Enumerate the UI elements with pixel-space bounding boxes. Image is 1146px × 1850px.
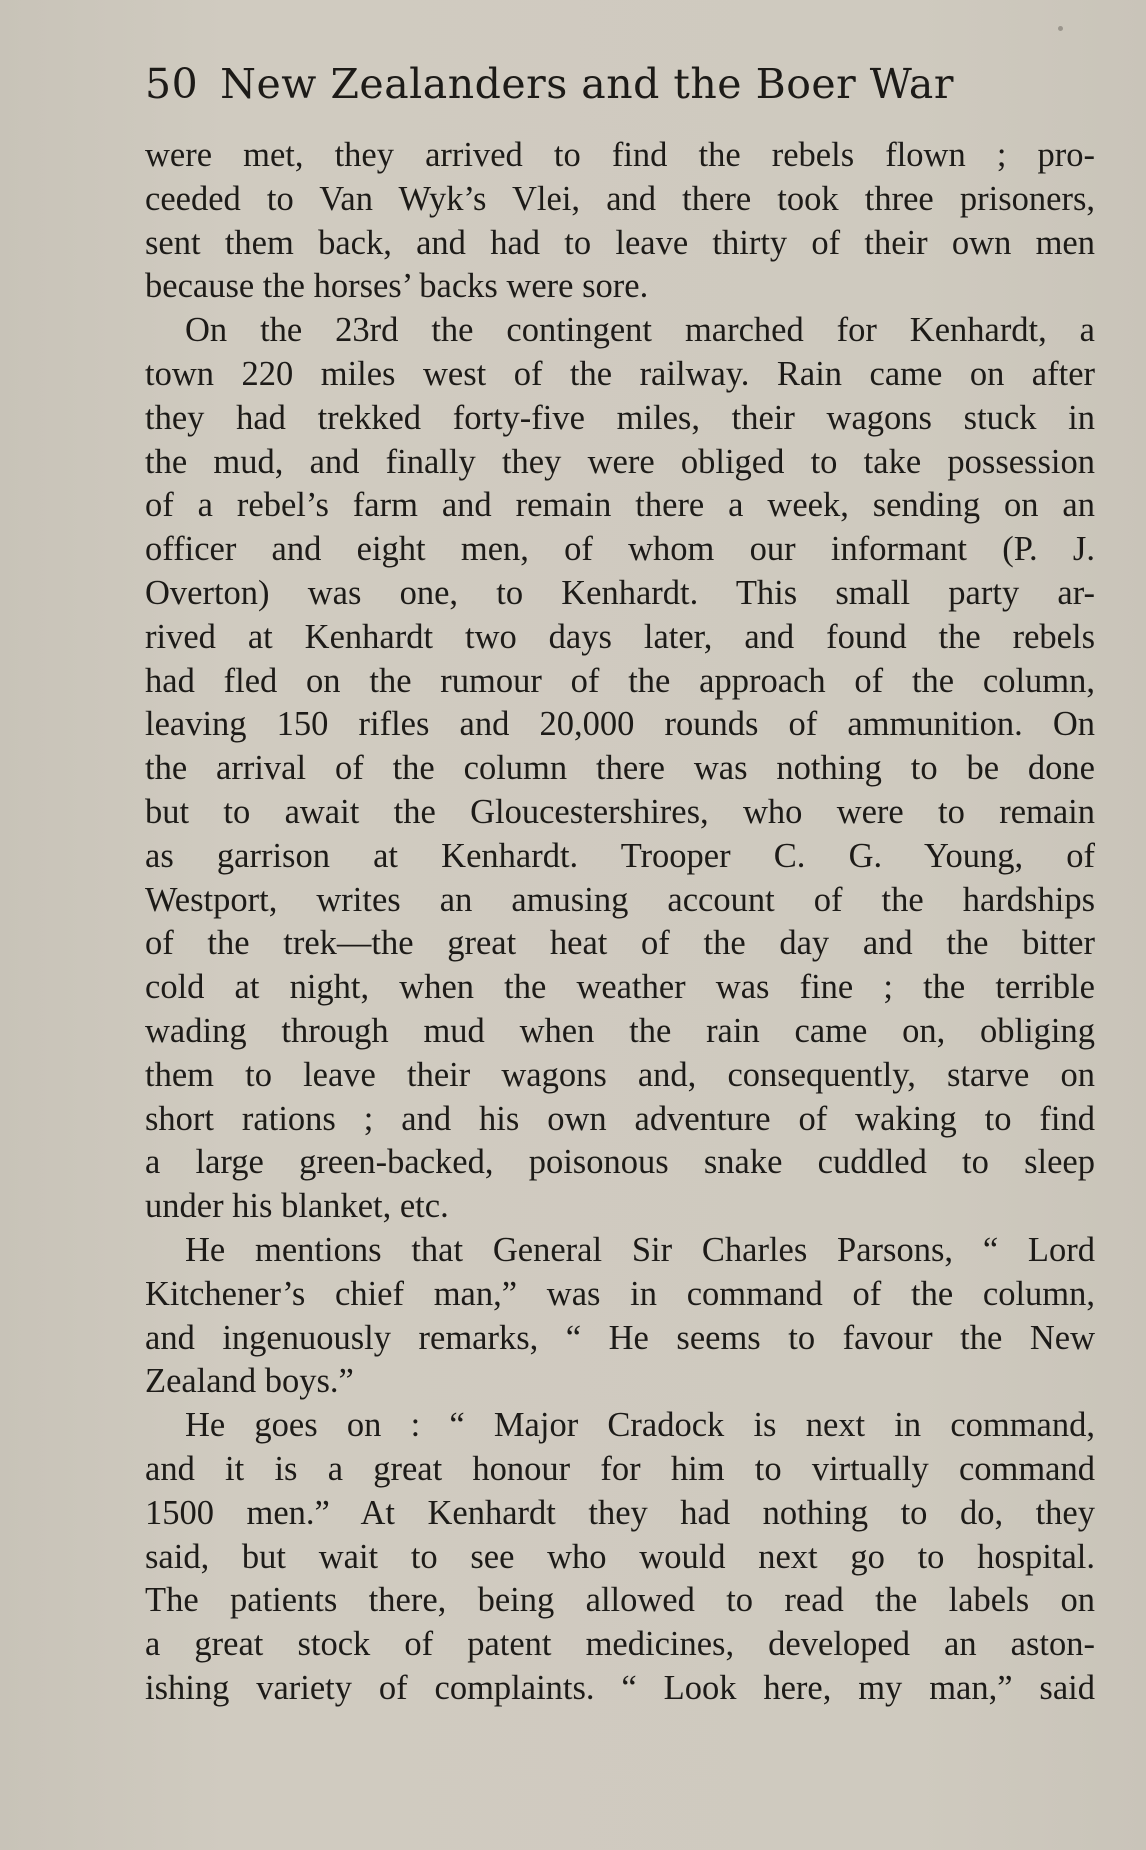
text-line: rived at Kenhardt two days later, and found the rebels [145, 617, 1095, 656]
text-line: The patients there, being allowed to read the labels on [145, 1581, 1095, 1620]
text-line: ishing variety of complaints. “ Look here, my man,” said [145, 1668, 1095, 1707]
text-line: said, but wait to see who would next go to hospital. [145, 1537, 1095, 1576]
text-line: short rations ; and his own adventure of waking to find [145, 1099, 1095, 1138]
text-line: and it is a great honour for him to virtually command [145, 1449, 1095, 1488]
text-line: as garrison at Kenhardt. Trooper C. G. Young, of [145, 836, 1095, 875]
text-line: a great stock of patent medicines, developed an aston- [145, 1625, 1095, 1664]
text-line: 1500 men.” At Kenhardt they had nothing to do, they [145, 1493, 1095, 1532]
text-line: of a rebel’s farm and remain there a week, sending on an [145, 486, 1095, 525]
text-line: them to leave their wagons and, consequently, starve on [145, 1055, 1095, 1094]
text-line: He goes on : “ Major Cradock is next in command, [185, 1406, 1095, 1445]
text-line: were met, they arrived to find the rebels flown ; pro- [145, 136, 1095, 174]
text-line: Overton) was one, to Kenhardt. This small party ar- [145, 573, 1095, 612]
text-line: leaving 150 rifles and 20,000 rounds of ammunition. On [145, 705, 1095, 744]
text-line: they had trekked forty-five miles, their wagons stuck in [145, 398, 1095, 437]
paper-speck [1058, 26, 1063, 31]
body-text [145, 134, 1095, 1711]
text-line: On the 23rd the contingent marched for Kenhardt, a [185, 311, 1095, 350]
text-line: sent them back, and had to leave thirty of their own men [145, 223, 1095, 262]
text-line: cold at night, when the weather was fine ; the terrible [145, 968, 1095, 1007]
text-line: of the trek—the great heat of the day and the bitter [145, 924, 1095, 963]
text-line: Zealand boys.” [145, 1362, 354, 1401]
text-line: Westport, writes an amusing account of the hardships [145, 880, 1095, 919]
text-line: but to await the Gloucestershires, who were to remain [145, 792, 1095, 831]
text-line: officer and eight men, of whom our informant (P. J. [145, 530, 1095, 569]
text-line: wading through mud when the rain came on, obliging [145, 1011, 1095, 1050]
running-title: New Zealanders and the Boer War [220, 60, 954, 108]
text-line: had fled on the rumour of the approach of the column, [145, 661, 1095, 700]
page-number: 50 [145, 60, 199, 108]
text-line: Kitchener’s chief man,” was in command of the column, [145, 1274, 1095, 1313]
text-line: He mentions that General Sir Charles Parsons, “ Lord [185, 1230, 1095, 1269]
text-line: the arrival of the column there was nothing to be done [145, 749, 1095, 788]
text-line: and ingenuously remarks, “ He seems to favour the New [145, 1318, 1095, 1357]
text-line: the mud, and finally they were obliged to take possession [145, 442, 1095, 481]
text-line: because the horses’ backs were sore. [145, 267, 649, 306]
text-line: a large green-backed, poisonous snake cuddled to sleep [145, 1143, 1095, 1182]
running-head [145, 60, 1020, 120]
text-line: town 220 miles west of the railway. Rain came on after [145, 354, 1095, 393]
text-line: ceeded to Van Wyk’s Vlei, and there took three prisoners, [145, 179, 1095, 218]
text-line: under his blanket, etc. [145, 1187, 449, 1226]
